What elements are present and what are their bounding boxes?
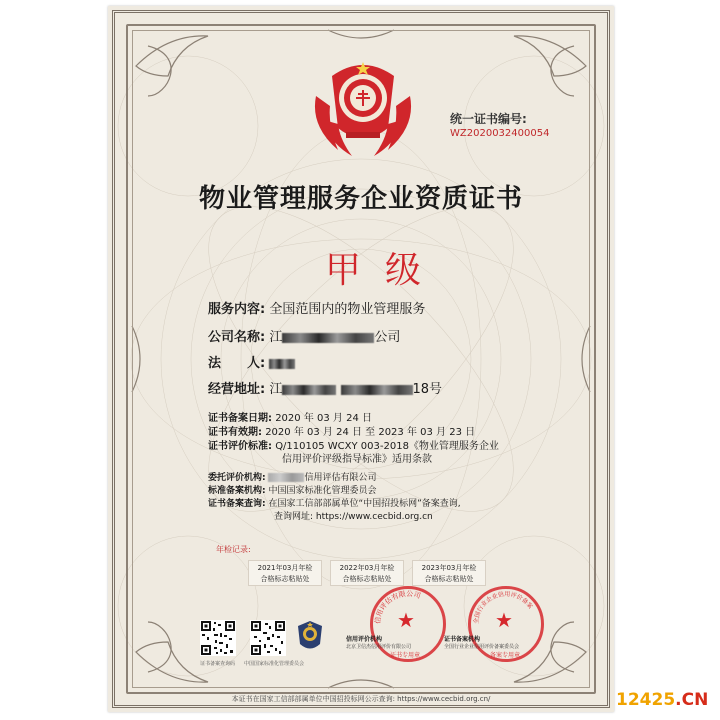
watermark-part2: .CN <box>675 690 709 710</box>
address-label: 经营地址: <box>208 382 266 397</box>
emblem-icon <box>308 56 418 164</box>
standard-row <box>208 440 499 453</box>
entrusted-value: 信用评估有限公司 <box>304 473 377 483</box>
filing-org-value: 中国国家标准化管理委员会 <box>268 486 377 496</box>
entrusted-label: 委托评价机构: <box>208 473 266 483</box>
query-row-2 <box>274 511 433 523</box>
address-redacted-1 <box>282 385 336 395</box>
company-prefix: 江 <box>269 330 283 345</box>
certificate-title: 物业管理服务企业资质证书 <box>198 184 523 214</box>
qr1-caption: 证书备案查询码 <box>200 661 236 667</box>
query-label: 证书备案查询: <box>208 499 266 509</box>
annual-box-line2: 合格标志粘贴处 <box>260 575 310 583</box>
address-row <box>208 378 442 397</box>
filing-org-label: 标准备案机构: <box>208 486 266 496</box>
seal2-sub: 全国行业企业信用评价备案委员会 <box>444 644 520 650</box>
seal1-ring-text: 信用评估有限公司 <box>373 589 422 625</box>
validity-value: 2020 年 03 月 24 日 至 2023 年 03 月 23 日 <box>265 427 476 438</box>
annual-box-line1: 2023年03月年检 <box>421 564 477 572</box>
annual-box-line2: 合格标志粘贴处 <box>342 575 392 583</box>
standard-value-line1: Q/110105 WCXY 003-2018《物业管理服务企业 <box>275 441 499 452</box>
certificate-footer: 本证书在国家工信部部属单位中国招投标网公示查询: https://www.cecbid.org.cn/ <box>231 695 491 703</box>
star-icon: ★ <box>397 608 415 632</box>
standard-row-2 <box>282 453 432 466</box>
legal-redacted <box>269 359 295 369</box>
certificate-paper <box>108 6 614 712</box>
address-redacted-2 <box>341 385 413 395</box>
police-badge-icon <box>296 620 324 654</box>
annual-box-line2: 合格标志粘贴处 <box>424 575 474 583</box>
address-prefix: 江 <box>269 382 283 397</box>
query-value-line2: 查询网址: https://www.cecbid.org.cn <box>274 512 433 522</box>
legal-label: 法 人: <box>208 356 266 371</box>
annual-box-line1: 2021年03月年检 <box>257 564 313 572</box>
service-row <box>208 298 425 317</box>
seal2-bottom: 备案专用章 <box>490 652 521 659</box>
company-suffix: 公司 <box>374 330 401 345</box>
standard-value-line2: 信用评价评级指导标准》适用条款 <box>282 454 432 465</box>
legal-row <box>208 352 295 371</box>
qr-code-icon <box>200 620 236 656</box>
company-label: 公司名称: <box>208 330 266 345</box>
site-watermark <box>616 690 708 710</box>
seal2-ring-text: 全国行业企业信用评价备案 <box>472 590 534 625</box>
filing-org-row <box>208 485 377 497</box>
annual-box-2021 <box>248 560 322 586</box>
service-value: 全国范围内的物业管理服务 <box>269 302 426 317</box>
entrusted-redacted <box>268 473 304 482</box>
annual-box-2023 <box>412 560 486 586</box>
validity-label: 证书有效期: <box>208 427 262 438</box>
watermark-part1: 12425 <box>616 690 676 710</box>
seal1-label: 信用评价机构 <box>346 636 383 643</box>
company-row <box>208 326 400 345</box>
filing-date-value: 2020 年 03 月 24 日 <box>275 413 372 424</box>
qr2-caption: 中国国家标准化管理委员会 <box>244 661 305 667</box>
certificate-number-label: 统一证书编号: <box>450 112 527 126</box>
seal1-sub: 北京卫信杰信用评价有限公司 <box>346 644 412 650</box>
query-value-line1: 在国家工信部部属单位“中国招投标网”备案查询, <box>268 499 461 509</box>
entrusted-row <box>208 472 377 484</box>
standard-label: 证书评价标准: <box>208 441 272 452</box>
annual-box-2022 <box>330 560 404 586</box>
certificate-number-value: WZ2020032400054 <box>450 128 550 139</box>
company-redacted <box>282 333 374 343</box>
filing-date-row <box>208 412 372 425</box>
qr-code-icon <box>250 620 286 656</box>
validity-row <box>208 426 475 439</box>
seal1-bottom: 证书专用章 <box>390 652 421 659</box>
service-label: 服务内容: <box>208 302 266 317</box>
filing-date-label: 证书备案日期: <box>208 413 272 424</box>
star-icon: ★ <box>495 608 513 632</box>
query-row <box>208 498 461 510</box>
certificate-grade: 甲级 <box>324 250 445 291</box>
seal2-label: 证书备案机构 <box>444 636 481 643</box>
address-suffix: 18号 <box>412 382 443 397</box>
annual-check-label: 年检记录: <box>216 545 251 554</box>
annual-box-line1: 2022年03月年检 <box>339 564 395 572</box>
